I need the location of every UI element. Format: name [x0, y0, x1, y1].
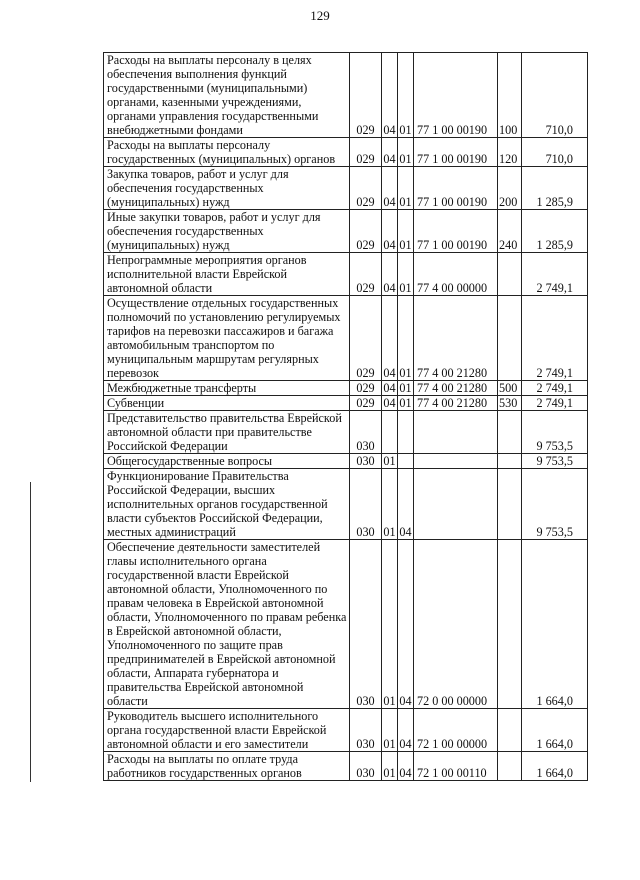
- subsection-code: 01: [398, 53, 414, 138]
- expense-name: Общегосударственные вопросы: [104, 454, 350, 469]
- target-article-code: 77 1 00 00190: [414, 210, 498, 253]
- table-row: [104, 253, 588, 296]
- subsection-code: 01: [398, 210, 414, 253]
- expense-type-code: [498, 709, 522, 752]
- section-code: 04: [382, 296, 398, 381]
- expense-name: Представительство правительства Еврейской автономной области при правительстве Российской Федерации: [104, 411, 350, 454]
- amount: 2 749,1: [522, 253, 588, 296]
- ministry-code: 029: [350, 167, 382, 210]
- table-row: [104, 752, 588, 781]
- amount: 1 285,9: [522, 210, 588, 253]
- expense-type-code: 100: [498, 53, 522, 138]
- budget-table: [103, 52, 588, 781]
- expense-name: Закупка товаров, работ и услуг для обеспечения государственных (муниципальных) нужд: [104, 167, 350, 210]
- expense-type-code: [498, 253, 522, 296]
- ministry-code: 030: [350, 709, 382, 752]
- ministry-code: 029: [350, 53, 382, 138]
- ministry-code: 030: [350, 540, 382, 709]
- expense-type-code: [498, 540, 522, 709]
- subsection-code: 01: [398, 253, 414, 296]
- subsection-code: [398, 411, 414, 454]
- amount: 9 753,5: [522, 469, 588, 540]
- amount: 1 664,0: [522, 752, 588, 781]
- ministry-code: 029: [350, 210, 382, 253]
- table-row: [104, 296, 588, 381]
- section-code: 04: [382, 167, 398, 210]
- expense-name: Иные закупки товаров, работ и услуг для обеспечения государственных (муниципальных) нужд: [104, 210, 350, 253]
- ministry-code: 030: [350, 752, 382, 781]
- section-code: [382, 411, 398, 454]
- table-row: [104, 381, 588, 396]
- subsection-code: 04: [398, 469, 414, 540]
- subsection-code: 01: [398, 138, 414, 167]
- section-code: 01: [382, 709, 398, 752]
- subsection-code: 01: [398, 167, 414, 210]
- expense-type-code: [498, 296, 522, 381]
- expense-name: Субвенции: [104, 396, 350, 411]
- subsection-code: 01: [399, 381, 412, 395]
- subsection-code: [398, 454, 414, 469]
- amount: 2 749,1: [522, 296, 588, 381]
- table-row: [104, 210, 588, 253]
- section-code: 04: [382, 253, 398, 296]
- expense-name: Функционирование Правительства Российской Федерации, высших исполнительных органов государственной власти субъектов Российской Федерации, местных администраций: [104, 469, 350, 540]
- expense-type-code: 200: [498, 167, 522, 210]
- ministry-code: 030: [350, 454, 382, 469]
- ministry-code: 029: [350, 381, 382, 396]
- target-article-code: 77 4 00 21280: [414, 396, 498, 411]
- target-article-code: 77 1 00 00190: [414, 53, 498, 138]
- expense-type-code: [498, 411, 522, 454]
- target-article-code: 77 1 00 00190: [414, 167, 498, 210]
- target-article-code: 77 4 00 21280: [414, 296, 498, 381]
- amount: 1 664,0: [522, 709, 588, 752]
- section-code: 04: [382, 210, 398, 253]
- amount: 1 285,9: [522, 167, 588, 210]
- section-code: 01: [382, 469, 398, 540]
- subsection-code: 01: [398, 296, 414, 381]
- amount: 710,0: [522, 138, 588, 167]
- ministry-code: 029: [350, 296, 382, 381]
- expense-name: Расходы на выплаты персоналу в целях обеспечения выполнения функций государственными (муниципальными) органами, казенными учреждениями, органами управления государственными внебюджетными фондами: [104, 53, 350, 138]
- subsection-code: 01: [399, 396, 412, 410]
- section-code: 04: [383, 381, 396, 395]
- target-article-code: [414, 411, 498, 454]
- expense-type-code: 240: [498, 210, 522, 253]
- table-row: [104, 709, 588, 752]
- section-code: 04: [383, 396, 396, 410]
- subsection-code: 04: [398, 540, 414, 709]
- expense-name: Непрограммные мероприятия органов исполнительной власти Еврейской автономной области: [104, 253, 350, 296]
- amount: 1 664,0: [522, 540, 588, 709]
- expense-name: Обеспечение деятельности заместителей главы исполнительного органа государственной власти Еврейской автономной области, Уполномоченного по правам человека в Еврейской автономной области, Уполномоченного по правам ребенка в Еврейской автономной области, Уполномоченного по защите прав предпринимателей в Еврейской автономной области, Аппарата губернатора и правительства Еврейской автономной области: [104, 540, 350, 709]
- expense-type-code: 120: [498, 138, 522, 167]
- target-article-code: [414, 454, 498, 469]
- section-code: 04: [382, 138, 398, 167]
- expense-type-code: 500: [498, 381, 522, 396]
- section-code: 04: [382, 53, 398, 138]
- target-article-code: 77 4 00 00000: [414, 253, 498, 296]
- target-article-code: 77 4 00 21280: [414, 381, 498, 396]
- amount: 2 749,1: [522, 381, 588, 396]
- table-row: [104, 469, 588, 540]
- expense-type-code: 530: [498, 396, 522, 411]
- page-number: 129: [310, 8, 330, 23]
- target-article-code: 72 1 00 00000: [414, 709, 498, 752]
- target-article-code: 77 1 00 00190: [414, 138, 498, 167]
- target-article-code: 72 0 00 00000: [414, 540, 498, 709]
- ministry-code: 030: [350, 411, 382, 454]
- expense-name: Руководитель высшего исполнительного органа государственной власти Еврейской автономной области и его заместители: [104, 709, 350, 752]
- table-row: [104, 396, 588, 411]
- expense-name: Расходы на выплаты по оплате труда работников государственных органов: [104, 752, 350, 781]
- ministry-code: 029: [350, 396, 382, 411]
- amount: 9 753,5: [522, 454, 588, 469]
- expense-type-code: [498, 752, 522, 781]
- expense-type-code: [498, 454, 522, 469]
- target-article-code: [414, 469, 498, 540]
- ministry-code: 029: [350, 138, 382, 167]
- table-row: [104, 53, 588, 138]
- table-row: [104, 167, 588, 210]
- ministry-code: 029: [350, 253, 382, 296]
- subsection-code: 04: [398, 709, 414, 752]
- amount: 9 753,5: [522, 411, 588, 454]
- target-article-code: 72 1 00 00110: [414, 752, 498, 781]
- ministry-code: 030: [350, 469, 382, 540]
- expense-name: Расходы на выплаты персоналу государственных (муниципальных) органов: [104, 138, 350, 167]
- table-row: [104, 411, 588, 454]
- table-row: [104, 138, 588, 167]
- subsection-code: 04: [398, 752, 414, 781]
- section-code: 01: [382, 540, 398, 709]
- section-code: 01: [383, 454, 396, 468]
- amount: 2 749,1: [522, 396, 588, 411]
- expense-type-code: [498, 469, 522, 540]
- section-code: 01: [382, 752, 398, 781]
- margin-rule: [30, 482, 31, 782]
- expense-name: Осуществление отдельных государственных полномочий по установлению регулируемых тарифов на перевозки пассажиров и багажа автомобильным транспортом по муниципальным маршрутам регулярных перевозок: [104, 296, 350, 381]
- expense-name: Межбюджетные трансферты: [104, 381, 350, 396]
- amount: 710,0: [522, 53, 588, 138]
- table-row: [104, 540, 588, 709]
- table-row: [104, 454, 588, 469]
